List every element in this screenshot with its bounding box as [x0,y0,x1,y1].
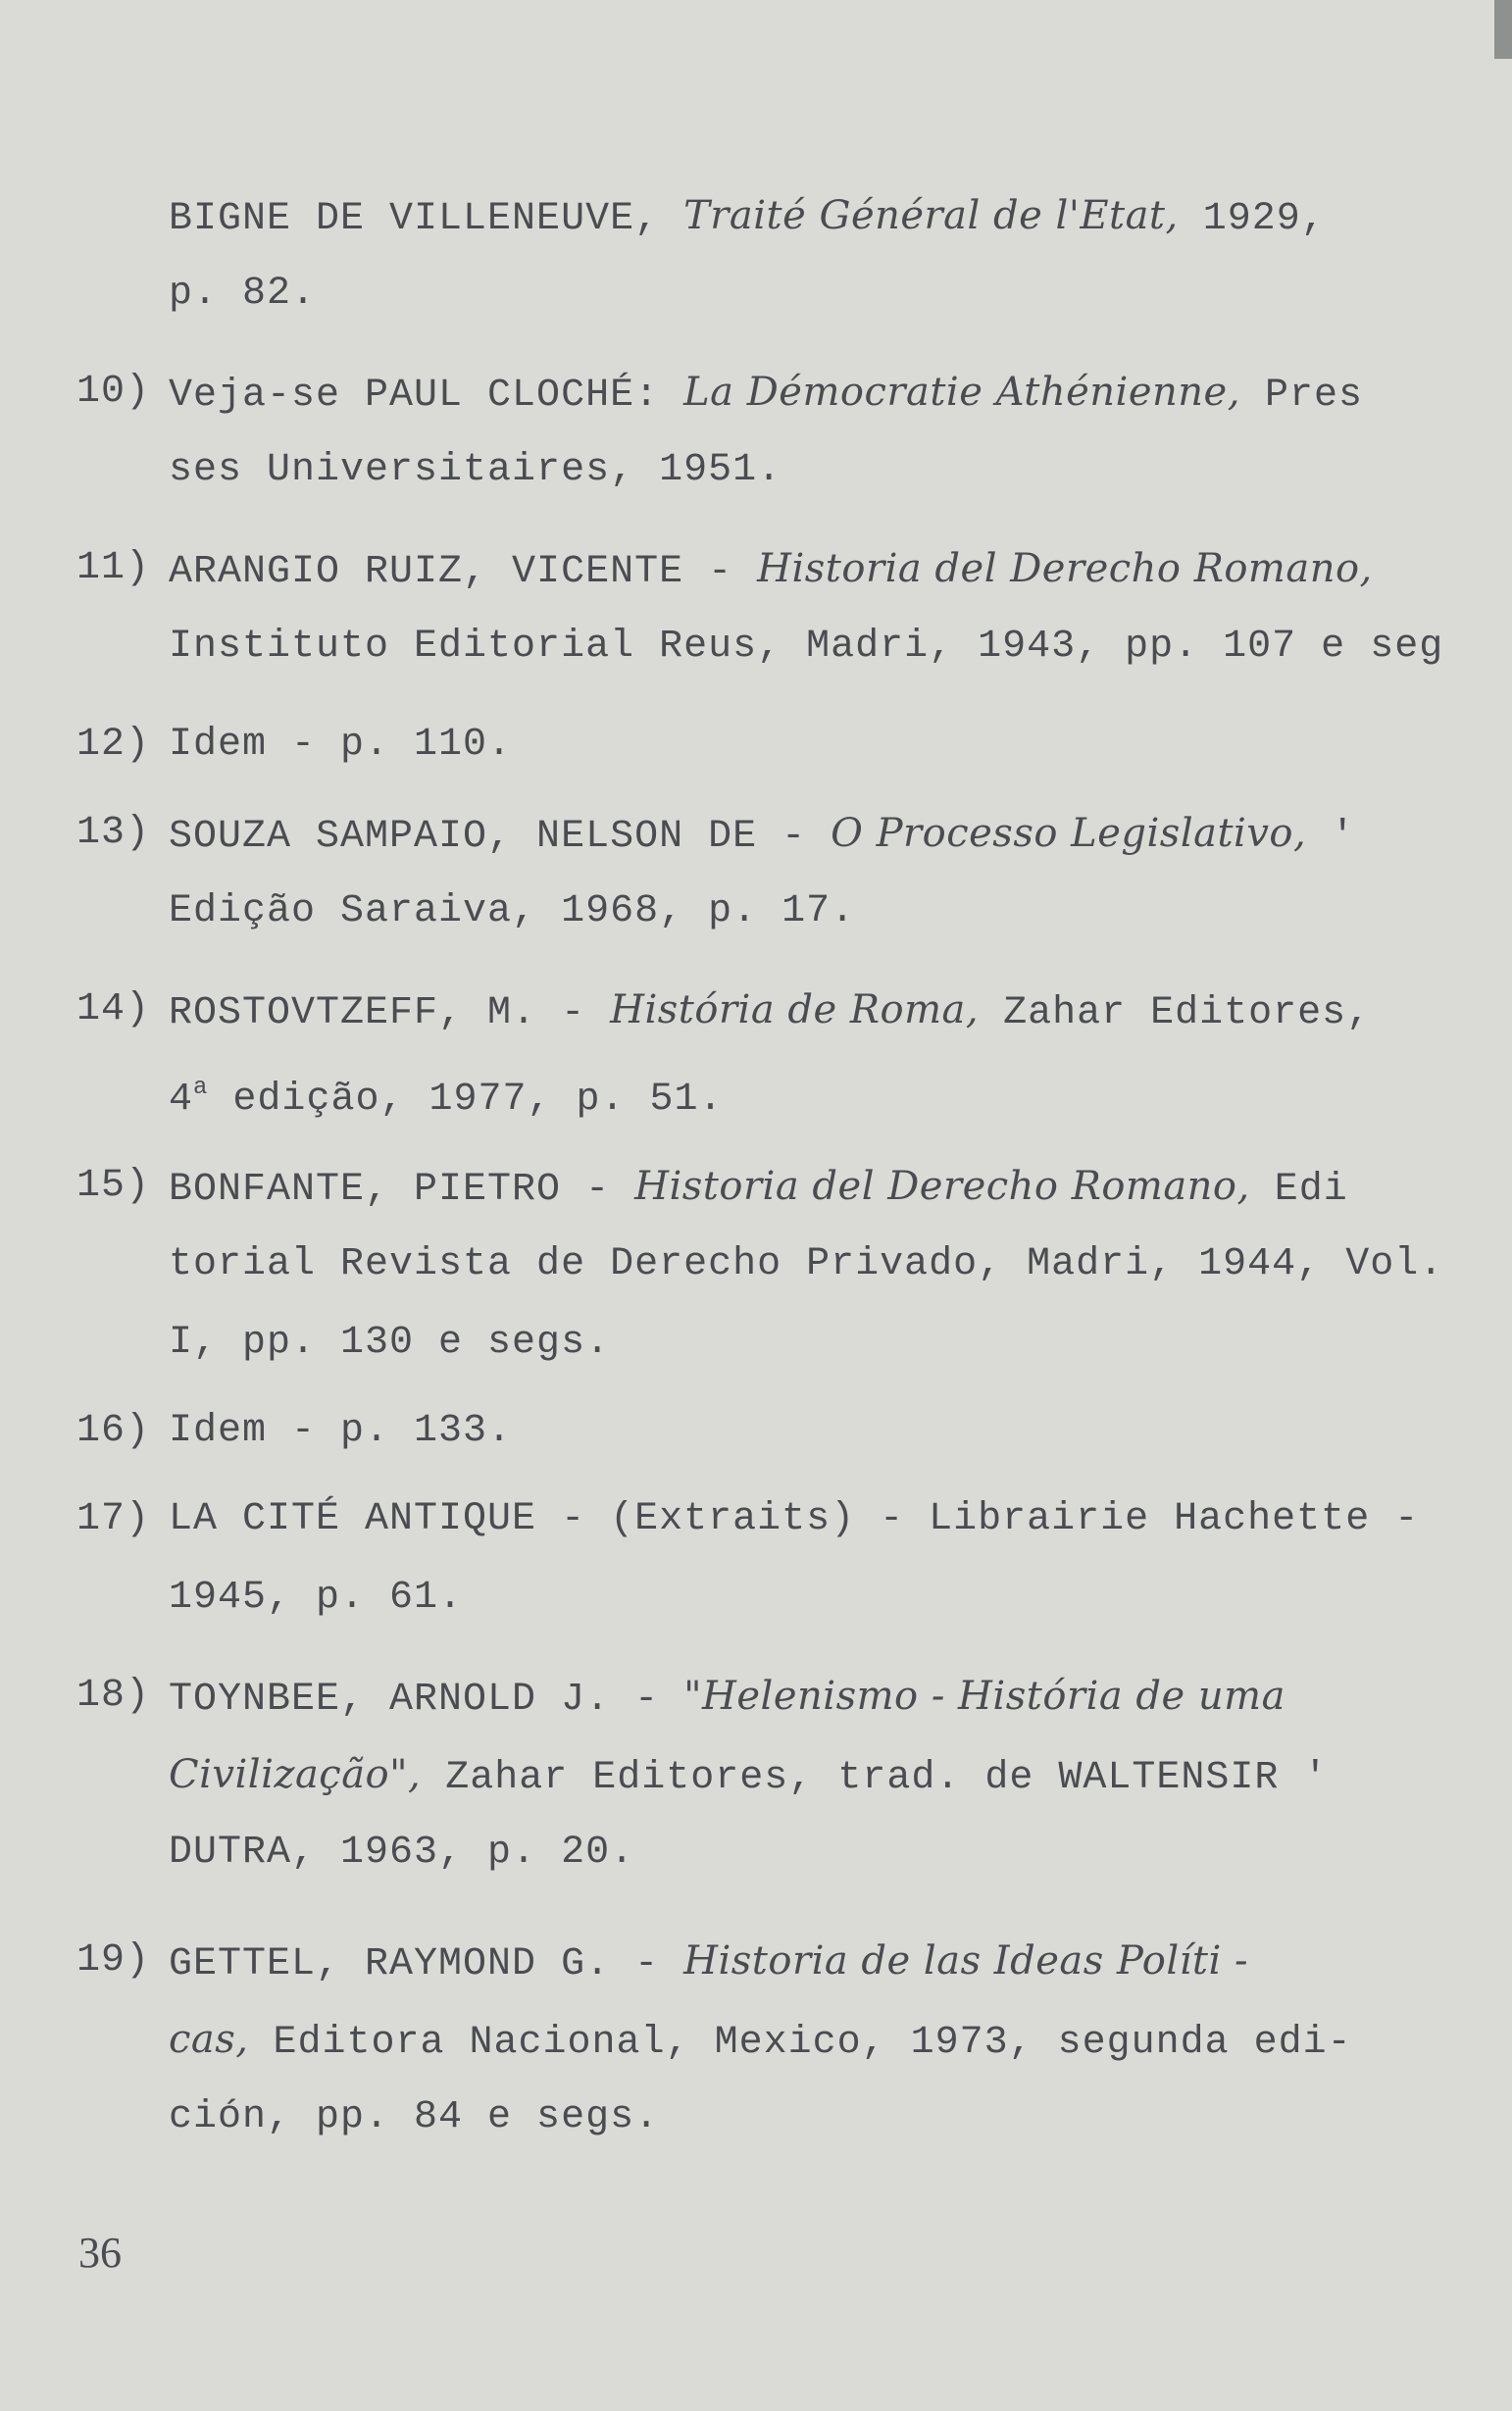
citation-text: Editora Nacional, Mexico, 1973, segunda edi- [248,2021,1352,2065]
citation-title: Traité Général de l'Etat, [683,193,1179,238]
footnote-text [169,1392,1443,1471]
page-edge-shadow [1494,0,1512,59]
footnote-text [169,1147,1443,1382]
page-number: 36 [78,2229,122,2277]
footnote-line [169,1392,1443,1471]
footnote-line [169,176,1443,255]
citation-text: BONFANTE, PIETRO - [169,1168,635,1212]
citation-text: DUTRA, 1963, p. 20. [169,1831,635,1875]
footnote-text [169,1922,1443,2157]
footnote-number: 19) [76,1938,151,1983]
citation-title: La Démocratie Athénienne, [683,370,1240,415]
citation-text: 4 [169,1078,194,1122]
citation-text: Zahar Editores, trad. de WALTENSIR ' [421,1756,1329,1800]
citation-text: p. 82. [169,272,317,316]
citation-title: O Processo Legislativo, [831,811,1307,856]
footnote-line [169,2079,1443,2157]
footnote-line [169,529,1443,608]
citation-title: Civilização", [169,1752,422,1797]
footnote-line [169,608,1443,686]
footnote-text [169,971,1443,1128]
citation-text: Edi [1249,1168,1348,1212]
footnote-line [169,971,1443,1049]
citation-title: "Helenismo - História de uma [683,1674,1285,1719]
footnote-line [169,1922,1443,2000]
citation-text: Zahar Editores, [979,991,1372,1035]
footnote-line [169,1147,1443,1226]
footnote-number: 18) [76,1674,151,1718]
citation-text: Idem - p. 110. [169,723,513,767]
footnote-text [169,176,1443,333]
citation-text: torial Revista de Derecho Privado, Madri, 1944, Vol. [169,1242,1444,1286]
citation-title: cas, [169,2017,249,2062]
footnote-text [169,706,1443,784]
citation-text: ARANGIO RUIZ, VICENTE - [169,550,758,594]
citation-title: Historia del Derecho Romano, [634,1164,1250,1209]
citation-title: História de Roma, [610,987,980,1032]
footnote-text [169,794,1443,951]
footnote-line [169,1559,1443,1637]
footnote-number: 13) [76,811,151,855]
footnote-line [169,353,1443,431]
footnote-text [169,353,1443,510]
citation-text: Idem - p. 133. [169,1409,513,1453]
citation-text: Veja-se PAUL CLOCHÉ: [169,374,684,418]
citation-text: ción, pp. 84 e segs. [169,2095,660,2139]
footnote-line [169,873,1443,951]
footnote-text [169,1481,1443,1637]
citation-text: LA CITÉ ANTIQUE - (Extraits) - Librairie Hachette - [169,1497,1420,1541]
footnote-line [169,706,1443,784]
citation-text: GETTEL, RAYMOND G. - [169,1942,684,1986]
citation-text: TOYNBEE, ARNOLD J. - [169,1678,684,1722]
citation-text: Edição Saraiva, 1968, p. 17. [169,889,856,933]
citation-text: ROSTOVTZEFF, M. - [169,991,611,1035]
footnote-number: 15) [76,1164,151,1208]
footnote-number: 10) [76,370,151,414]
footnote-number: 14) [76,987,151,1031]
footnote-line [169,794,1443,873]
citation-text: ses Universitaires, 1951. [169,448,782,492]
citation-text: edição, 1977, p. 51. [208,1078,724,1122]
citation-text: BIGNE DE VILLENEUVE, [169,197,684,241]
citation-text: Instituto Editorial Reus, Madri, 1943, pp. 107 e seg [169,625,1444,669]
footnote-number: 16) [76,1409,151,1453]
footnote-text [169,529,1443,686]
citation-text: Pres [1239,374,1363,418]
citation-text: ' [1306,815,1356,859]
footnote-number: 17) [76,1497,151,1541]
footnote-line [169,255,1443,333]
footnote-line [169,2000,1443,2079]
footnote-text [169,1657,1443,1892]
footnote-line [169,431,1443,510]
footnote-line [169,1226,1443,1304]
footnote-line [169,1814,1443,1892]
footnote-line [169,1481,1443,1559]
citation-title: Historia del Derecho Romano, [757,546,1373,591]
footnote-line [169,1304,1443,1382]
footnote-line [169,1735,1443,1814]
citation-title: Historia de las Ideas Políti - [683,1938,1249,1984]
footnote-number: 12) [76,723,151,767]
citation-text: 1929, [1178,197,1326,241]
footnote-line [169,1049,1443,1128]
footnote-line [169,1657,1443,1735]
citation-text: SOUZA SAMPAIO, NELSON DE - [169,815,832,859]
footnote-number: 11) [76,546,151,590]
citation-text: 1945, p. 61. [169,1576,464,1620]
citation-text: I, pp. 130 e segs. [169,1321,611,1365]
ordinal-superscript: a [193,1075,209,1101]
